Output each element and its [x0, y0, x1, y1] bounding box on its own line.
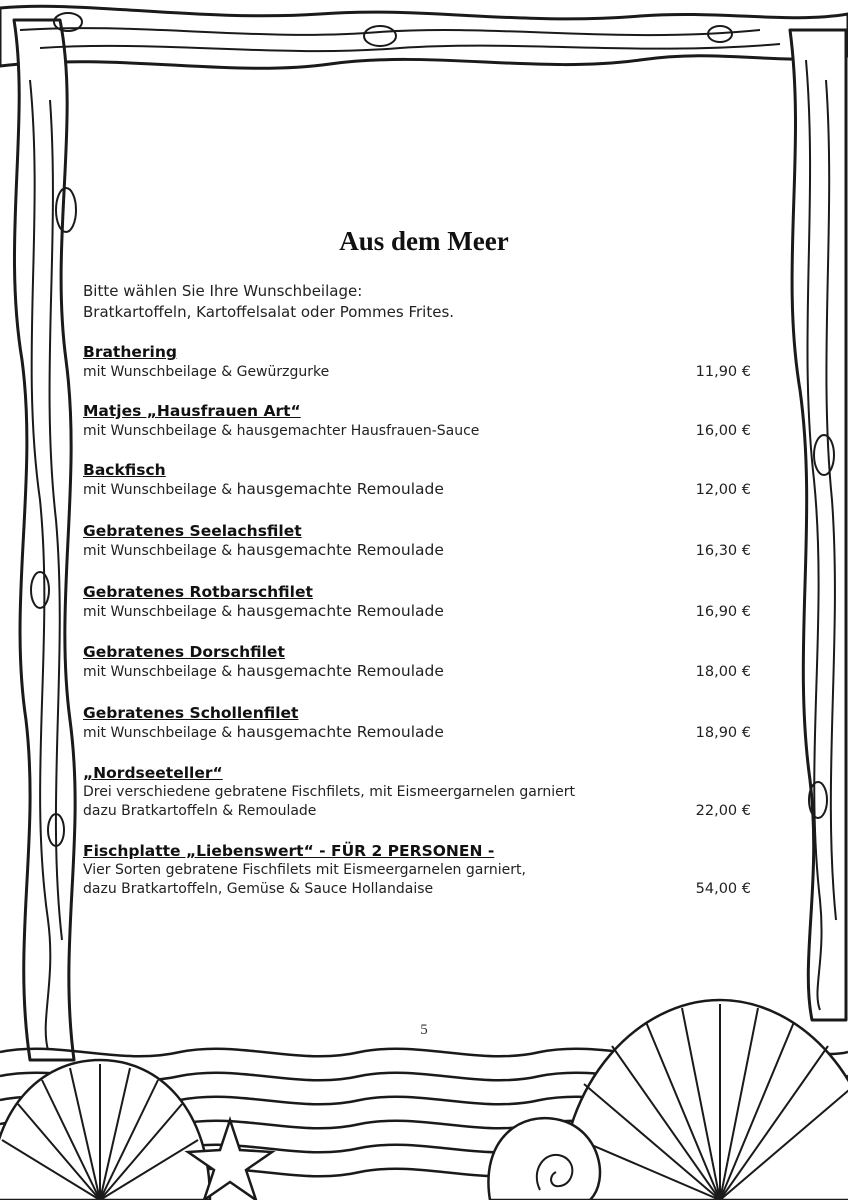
menu-item-fischplatte — [83, 841, 751, 899]
menu-item-price: 16,90 € — [695, 604, 751, 620]
menu-item-name: Backfisch — [83, 461, 166, 479]
menu-item-name: Gebratenes Schollenfilet — [83, 704, 299, 722]
menu-item-name: Gebratenes Seelachsfilet — [83, 522, 302, 540]
menu-item-price: 22,00 € — [695, 803, 751, 819]
page-number: 5 — [420, 1022, 428, 1038]
menu-item-rotbarschfilet — [83, 582, 751, 622]
menu-item-matjes — [83, 401, 751, 441]
menu-item-price: 16,00 € — [695, 423, 751, 439]
menu-item-description: mit Wunschbeilage & hausgemachte Remoulade — [83, 723, 444, 741]
menu-item-name: Matjes „Hausfrauen Art“ — [83, 402, 301, 420]
menu-item-price: 16,30 € — [695, 543, 751, 559]
menu-item-description-line-2: dazu Bratkartoffeln, Gemüse & Sauce Hollandaise — [83, 881, 434, 897]
menu-item-description: mit Wunschbeilage & hausgemachte Remoulade — [83, 480, 444, 498]
menu-item-backfisch — [83, 460, 751, 500]
menu-item-description: mit Wunschbeilage & hausgemachte Remoulade — [83, 602, 444, 620]
menu-item-description: mit Wunschbeilage & Gewürzgurke — [83, 364, 330, 380]
menu-item-name: „Nordseeteller“ — [83, 764, 223, 782]
menu-item-price: 11,90 € — [695, 364, 751, 380]
menu-item-price: 18,90 € — [695, 725, 751, 741]
menu-item-description: Drei verschiedene gebratene Fischfilets, mit Eismeergarnelen garniert — [83, 784, 575, 800]
menu-item-description: mit Wunschbeilage & hausgemachte Remoulade — [83, 662, 444, 680]
menu-item-nordseeteller — [83, 763, 751, 821]
menu-item-description: mit Wunschbeilage & hausgemachter Hausfrauen-Sauce — [83, 423, 480, 439]
intro-line-2: Bratkartoffeln, Kartoffelsalat oder Pommes Frites. — [83, 303, 455, 321]
page-title: Aus dem Meer — [339, 226, 509, 256]
menu-item-name: Gebratenes Rotbarschfilet — [83, 583, 313, 601]
menu-item-description: Vier Sorten gebratene Fischfilets mit Eismeergarnelen garniert, — [83, 862, 526, 878]
menu-item-brathering — [83, 342, 751, 382]
menu-item-name: Gebratenes Dorschfilet — [83, 643, 285, 661]
menu-item-price: 18,00 € — [695, 664, 751, 680]
menu-item-description-line-2: dazu Bratkartoffeln & Remoulade — [83, 803, 317, 819]
menu-item-name: Fischplatte „Liebenswert“ - FÜR 2 PERSONEN - — [83, 842, 495, 860]
menu-item-name: Brathering — [83, 343, 177, 361]
intro-line-1: Bitte wählen Sie Ihre Wunschbeilage: — [83, 282, 363, 300]
menu-item-description: mit Wunschbeilage & hausgemachte Remoulade — [83, 541, 444, 559]
menu-item-seelachsfilet — [83, 521, 751, 561]
menu-item-price: 54,00 € — [695, 881, 751, 897]
menu-item-dorschfilet — [83, 642, 751, 682]
menu-item-schollenfilet — [83, 703, 751, 743]
menu-item-price: 12,00 € — [695, 482, 751, 498]
side-dish-intro — [83, 281, 454, 323]
